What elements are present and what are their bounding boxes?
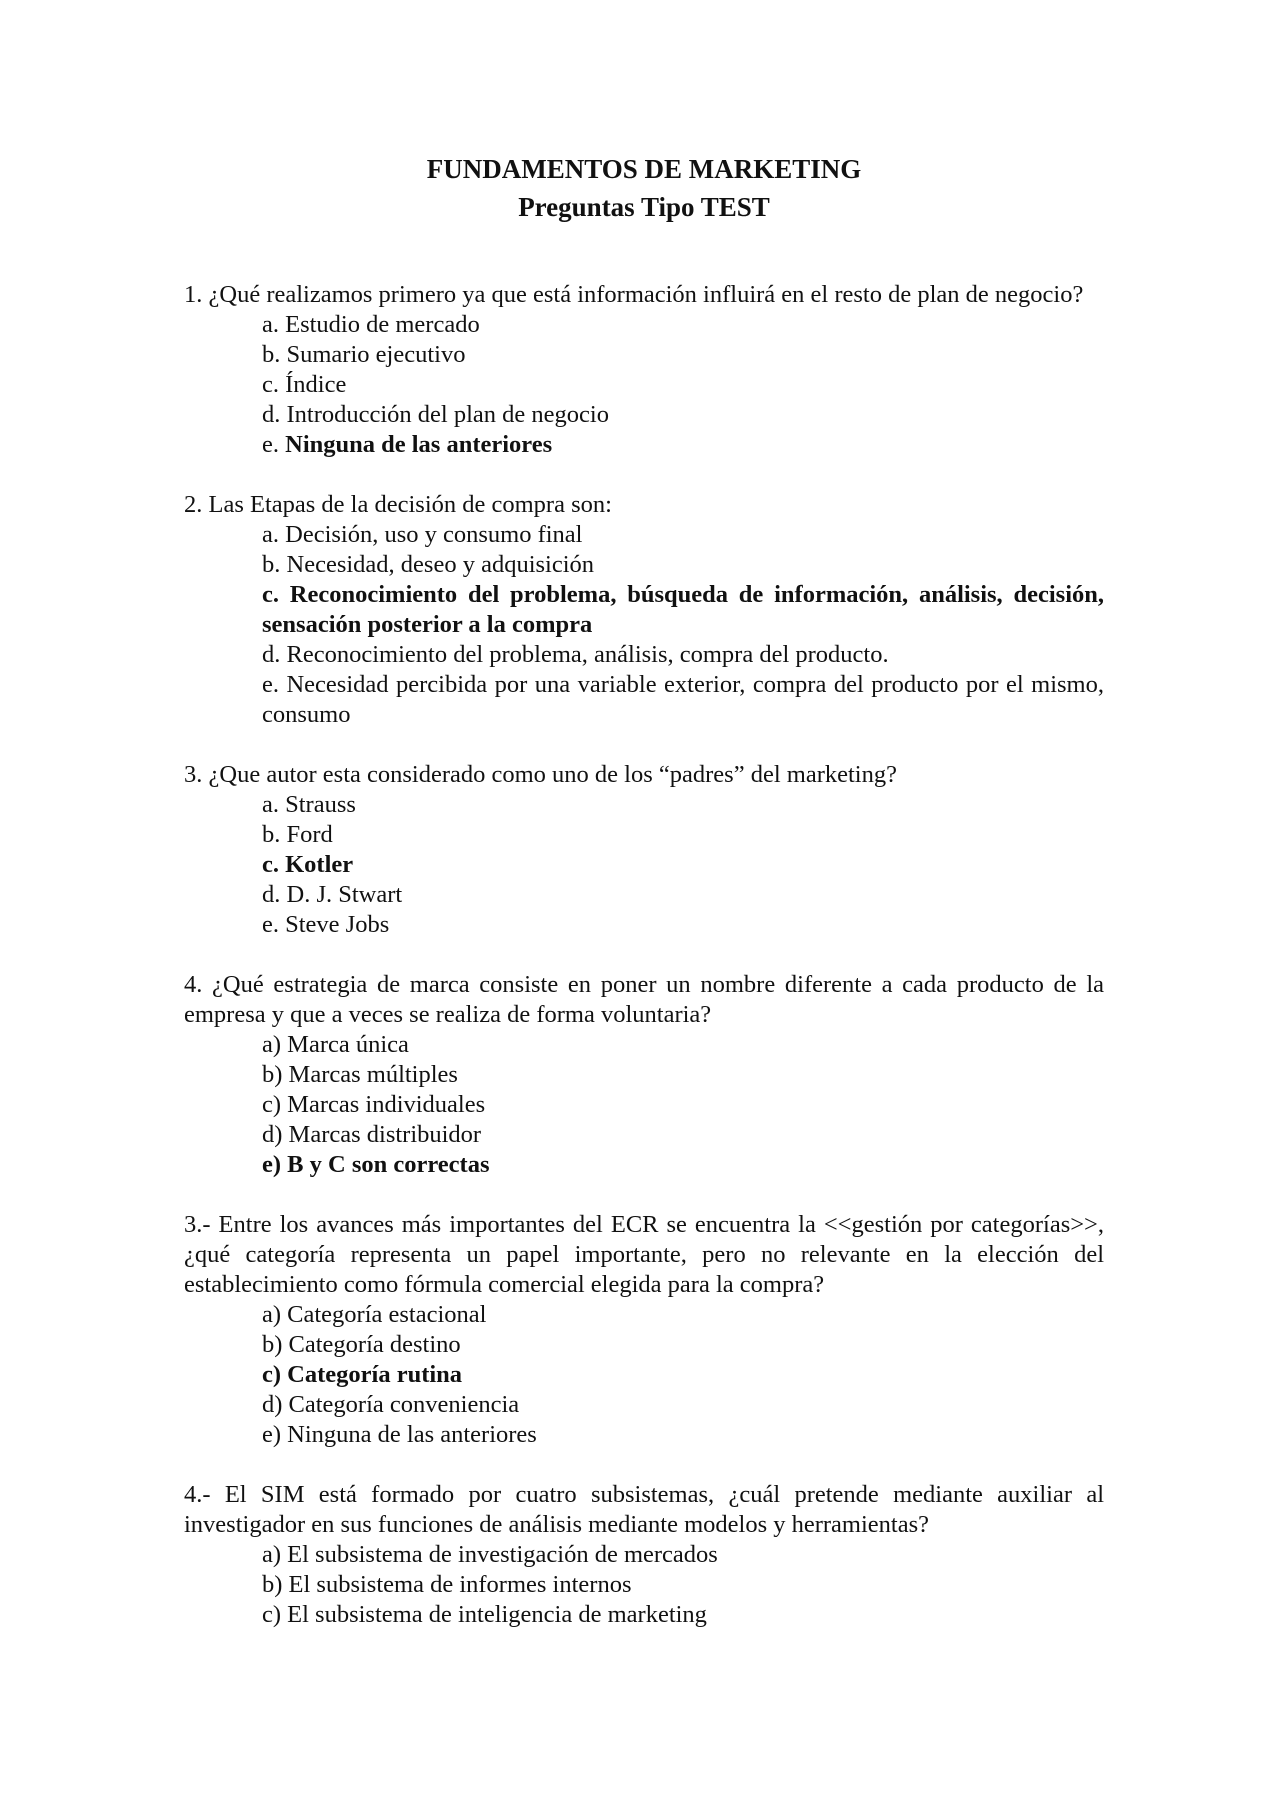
option-a: a. Estudio de mercado	[262, 311, 480, 338]
option-list	[184, 1540, 1104, 1630]
question-5	[184, 1210, 1104, 1450]
question-text: 2. Las Etapas de la decisión de compra son:	[184, 491, 612, 518]
question-3	[184, 760, 1104, 940]
option-b: b. Necesidad, deseo y adquisición	[262, 551, 595, 578]
option-a: a) Marca única	[262, 1031, 409, 1058]
option-list	[184, 1030, 1104, 1180]
option-a: a) Categoría estacional	[262, 1301, 487, 1328]
question-text: 4.- El SIM está formado por cuatro subsistemas, ¿cuál pretende mediante auxiliar al investigador en sus funciones de análisis mediante modelos y herramientas?	[184, 1481, 1104, 1538]
option-prefix: e.	[262, 431, 286, 458]
document-title: FUNDAMENTOS DE MARKETING	[426, 154, 862, 184]
question-text: 4. ¿Qué estrategia de marca consiste en poner un nombre diferente a cada producto de la empresa y que a veces se realiza de forma voluntaria?	[184, 971, 1104, 1028]
question-text: 1. ¿Qué realizamos primero ya que está información influirá en el resto de plan de negocio?	[184, 281, 1084, 308]
question-6	[184, 1480, 1104, 1630]
question-1	[184, 280, 1104, 460]
title-block	[184, 150, 1104, 226]
option-a: a. Strauss	[262, 791, 356, 818]
correct-answer: Ninguna de las anteriores	[285, 431, 553, 458]
option-c: c) El subsistema de inteligencia de marketing	[262, 1601, 707, 1628]
option-d: d. D. J. Stwart	[262, 881, 403, 908]
option-e: e. Necesidad percibida por una variable exterior, compra del producto por el mismo, consumo	[262, 671, 1104, 728]
option-list	[184, 520, 1104, 730]
option-b: b) Categoría destino	[262, 1331, 461, 1358]
option-d: d. Reconocimiento del problema, análisis, compra del producto.	[262, 641, 889, 668]
option-a: a. Decisión, uso y consumo final	[262, 521, 583, 548]
document-subtitle: Preguntas Tipo TEST	[518, 192, 770, 222]
option-e-correct-answer: e) B y C son correctas	[262, 1151, 490, 1178]
option-a: a) El subsistema de investigación de mercados	[262, 1541, 718, 1568]
option-c-correct-answer: c. Kotler	[262, 851, 354, 878]
option-e	[262, 430, 1104, 460]
option-b: b. Ford	[262, 821, 333, 848]
option-b: b) El subsistema de informes internos	[262, 1571, 632, 1598]
option-list	[184, 1300, 1104, 1450]
option-d: d) Marcas distribuidor	[262, 1121, 482, 1148]
question-4	[184, 970, 1104, 1180]
option-c-correct-answer: c. Reconocimiento del problema, búsqueda de información, análisis, decisión, sensación posterior a la compra	[262, 581, 1104, 638]
question-text: 3.- Entre los avances más importantes del ECR se encuentra la <<gestión por categorías>>, ¿qué categoría representa un papel importante, pero no relevante en la elección del establecimiento como fórmula comercial elegida para la compra?	[184, 1211, 1104, 1298]
option-e: e. Steve Jobs	[262, 911, 390, 938]
option-c: c. Índice	[262, 371, 347, 398]
option-list	[184, 790, 1104, 940]
option-c: c) Marcas individuales	[262, 1091, 486, 1118]
option-c-correct-answer: c) Categoría rutina	[262, 1361, 463, 1388]
question-2	[184, 490, 1104, 730]
option-b: b. Sumario ejecutivo	[262, 341, 466, 368]
option-d: d) Categoría conveniencia	[262, 1391, 520, 1418]
question-text: 3. ¿Que autor esta considerado como uno de los “padres” del marketing?	[184, 761, 897, 788]
option-b: b) Marcas múltiples	[262, 1061, 458, 1088]
option-list	[184, 310, 1104, 460]
document-page	[184, 150, 1104, 1660]
option-e: e) Ninguna de las anteriores	[262, 1421, 537, 1448]
option-d: d. Introducción del plan de negocio	[262, 401, 609, 428]
